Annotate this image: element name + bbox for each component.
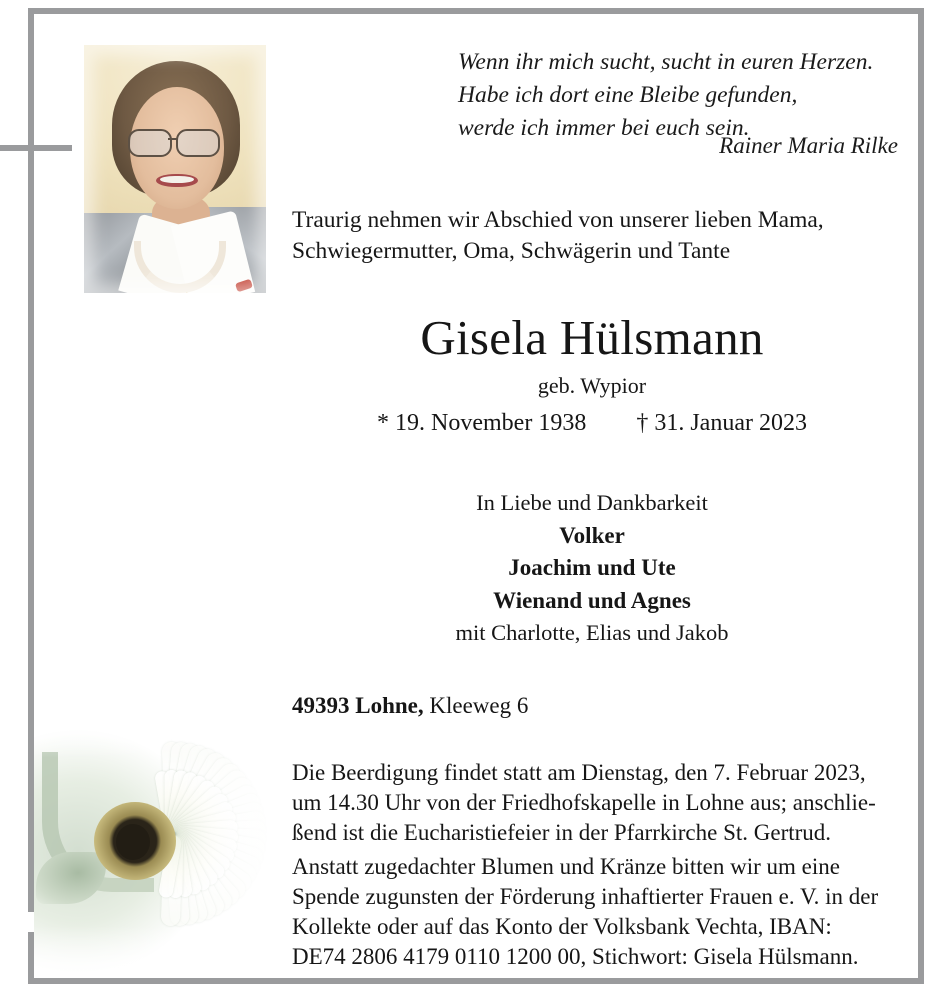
donation-line-1: Anstatt zugedachter Blumen und Kränze bitten wir um eine [292, 854, 840, 879]
donation-line-4: DE74 2806 4179 0110 1200 00, Stichwort: Gisela Hülsmann. [292, 944, 859, 969]
deceased-dates [292, 408, 892, 438]
frame-border-top [28, 8, 924, 14]
deceased-maiden-name: geb. Wypior [537, 373, 647, 398]
birth-date: * 19. November 1938 [377, 410, 587, 436]
flower-fade-vertical [34, 716, 280, 978]
flower-graphic [34, 716, 280, 978]
intro-line-2: Schwiegermutter, Oma, Schwägerin und Tante [292, 238, 731, 264]
funeral-line-3: ßend ist die Eucharistiefeier in der Pfarrkirche St. Gertrud. [292, 820, 832, 845]
donation-request [292, 852, 892, 972]
funeral-details [292, 758, 892, 848]
funeral-line-2: um 14.30 Uhr von der Friedhofskapelle in Lohne aus; anschlie- [292, 790, 876, 815]
registration-mark-vertical-icon [28, 120, 34, 178]
frame-border-right [918, 8, 924, 984]
intro-text [292, 205, 892, 267]
frame-border-bottom [28, 978, 924, 984]
deceased-name: Gisela Hülsmann [420, 310, 764, 365]
family-grandchildren: mit Charlotte, Elias und Jakob [455, 620, 729, 645]
intro-line-1: Traurig nehmen wir Abschied von unserer lieben Mama, [292, 207, 824, 233]
death-date: † 31. Januar 2023 [636, 410, 807, 436]
address-street: Kleeweg 6 [429, 693, 529, 718]
family-member-3: Wienand und Agnes [493, 587, 691, 613]
funeral-line-1: Die Beerdigung findet statt am Dienstag, den 7. Februar 2023, [292, 760, 866, 785]
portrait-vignette [84, 45, 266, 293]
family-member-2: Joachim und Ute [508, 555, 676, 580]
portrait-photo [84, 45, 266, 293]
donation-line-3: Kollekte oder auf das Konto der Volksbank Vechta, IBAN: [292, 914, 832, 939]
poem-line-3: werde ich immer bei euch sein. [458, 115, 750, 141]
family-block [292, 487, 892, 650]
poem-line-2: Habe ich dort eine Bleibe gefunden, [458, 82, 798, 108]
family-heading: In Liebe und Dankbarkeit [476, 490, 708, 515]
poem-author: Rainer Maria Rilke [719, 133, 898, 158]
donation-line-2: Spende zugunsten der Förderung inhaftierter Frauen e. V. in der [292, 884, 879, 909]
address-line [292, 691, 892, 721]
family-member-1: Volker [559, 522, 625, 548]
address-postal-city: 49393 Lohne, [292, 693, 424, 718]
registration-mark-horizontal-icon [0, 145, 72, 151]
poem-line-1: Wenn ihr mich sucht, sucht in euren Herzen. [458, 49, 874, 75]
